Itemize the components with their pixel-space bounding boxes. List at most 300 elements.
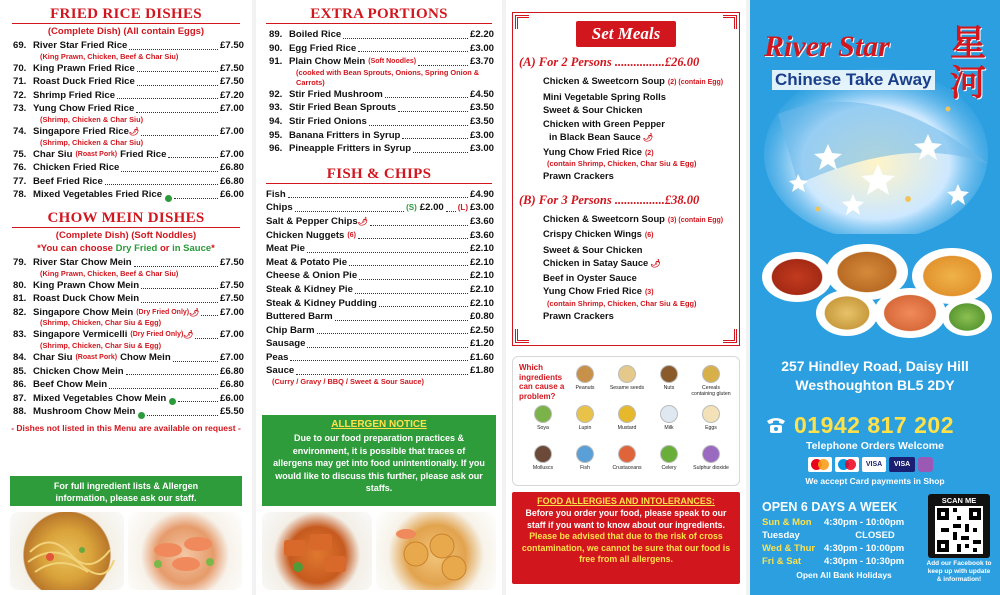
dot-leader [290,360,468,361]
item-number: 73. [13,103,27,115]
item-extra: (Dry Fried Only) [136,308,190,316]
brand-name: River Star [764,30,890,63]
item-price: £7.00 [219,306,244,318]
item-number: 87. [13,392,27,404]
set-item [513,256,739,271]
menu-item-row [256,297,502,311]
eggs-icon [702,405,720,423]
item-price: £6.00 [219,189,244,201]
set-item-name: Beef in Oyster Sauce [543,271,637,283]
hours-time: 4:30pm - 10:00pm [824,517,905,528]
scan-me-box[interactable] [928,494,990,558]
item-name: Boiled Rice [289,29,342,40]
menu-item-row [0,148,252,162]
allergen-label: Fish [580,465,590,471]
item-number: 88. [13,406,27,418]
item-description: (cooked with Bean Sprouts, Onions, Spring Onion & Carrots) [296,67,480,87]
set-item-extra: (6) [644,232,654,239]
dot-leader [141,135,218,136]
item-name: Stir Fried Onions [289,115,367,127]
dot-leader [379,306,468,307]
item-price: £2.10 [469,270,494,282]
item-price: £3.00 [469,129,494,141]
dot-leader [109,388,218,389]
set-item-description: (contain Shrimp, Chicken, Char Siu & Egg) [547,298,697,308]
fish-chips-title: FISH & CHIPS [266,166,492,184]
opening-hours [762,500,926,580]
item-number: 85. [13,365,27,377]
menu-item-row [256,229,502,243]
hours-time: 4:30pm - 10:30pm [824,556,905,567]
dot-leader [295,211,404,212]
hours-row [762,529,926,542]
item-price: £7.00 [219,329,244,341]
item-name: Chicken Chow Mein [33,365,124,377]
set-meals-box [512,12,740,346]
noodles-image [10,512,124,590]
allergen-label: Sesame seeds [609,385,645,391]
allergen-item [523,445,563,471]
menu-item-row [0,405,252,419]
set-item-extra: (2) [644,149,654,157]
allergen-label: Molluscs [532,465,554,471]
price-small: £2.00 [419,202,444,214]
item-price: £4.50 [469,88,494,100]
item-price: £1.20 [469,338,494,350]
item-price: £3.00 [469,202,494,214]
soya-icon [534,405,552,423]
item-name: Singapore Fried Rice [33,125,129,137]
set-item [513,169,739,183]
menu-item-row [0,292,252,306]
item-price: £7.00 [219,103,244,115]
set-item [513,74,739,90]
menu-item-row [0,279,252,293]
hours-list [762,516,926,568]
address-line1: 257 Hindley Road, Daisy Hill [781,358,969,374]
item-price: £7.00 [219,351,244,363]
menu-item-row [256,115,502,129]
allergen-item [607,445,647,471]
item-description: (Shrimp, Chicken & Char Siu) [40,114,144,124]
item-number: 93. [269,102,283,114]
menu-item-row [256,324,502,338]
food-allergies-box [512,492,740,584]
hours-day: Wed & Thur [762,543,816,554]
allergen-chart [512,356,740,486]
menu-item-row [0,378,252,392]
crispy-balls-image [376,512,496,590]
allergen-item [649,405,689,431]
allergen-item [607,405,647,431]
chili-icon: 🌶 [648,259,661,268]
hours-day: Sun & Mon [762,517,812,528]
milk-icon [660,405,678,423]
hours-row [762,555,926,568]
prawns-photo [128,512,242,590]
set-item-name: Sweet & Sour Chicken [543,243,643,255]
set-two-heading: (A) For 2 Persons ................£26.00 [519,55,700,69]
menu-item-row [256,364,502,378]
not-listed-note: - Dishes not listed in this Menu are available on request - [11,422,241,433]
crispy-balls-photo [376,512,496,590]
scan-me-label: SCAN ME [941,496,977,505]
menu-item-row [256,55,502,69]
allergen-item [565,405,605,431]
vegetarian-icon [165,195,172,202]
dish-prawn [874,288,946,338]
item-price: £3.00 [469,42,494,54]
allergen-item [565,445,605,471]
dot-leader [137,85,218,86]
item-number: 78. [13,189,27,201]
hours-row [762,516,926,529]
set-item-extra: (3) [644,289,654,296]
hours-day: Tuesday [762,530,800,541]
dot-leader [126,374,218,375]
sesame-seeds-icon [618,365,636,383]
visa-debit-icon: VISA [862,457,886,472]
item-number: 74. [13,125,27,137]
allergen-label: Peanuts [575,385,595,391]
ingredient-info-box: For full ingredient lists & Allergen information, please ask our staff. [10,476,242,506]
size-large: (L) [457,203,468,213]
item-description: (King Prawn, Chicken, Beef & Char Siu) [40,268,179,278]
crustaceans-icon [618,445,636,463]
item-price: £7.50 [219,293,244,305]
dish-veg [942,298,992,336]
allergen-label: Mustard [617,425,637,431]
corner-ornament-tl [515,15,529,29]
item-number: 92. [269,88,283,100]
dot-leader [141,302,218,303]
item-price: £1.60 [469,351,494,363]
item-price: £3.50 [469,115,494,127]
item-name: Singapore Chow Mein [33,306,134,318]
menu-item-row [256,201,502,215]
item-extra: (6) [347,231,356,239]
item-name: Plain Chow Mein [289,56,366,68]
dot-leader [402,138,468,139]
dot-leader [173,361,218,362]
dot-leader [134,266,218,267]
item-number: 75. [13,148,27,160]
panel-set-meals [506,0,746,595]
menu-item-row [0,306,252,320]
allergen-item [691,445,731,471]
corner-ornament-tr [723,15,737,29]
dot-leader [307,347,468,348]
item-number: 81. [13,293,27,305]
menu-item-row [0,328,252,342]
menu-item-row [0,161,252,175]
chili-icon: 🌶 [640,133,654,142]
hours-row [762,542,926,555]
phone-row [764,410,954,440]
set-item-extra: (3) (contain Egg) [667,216,724,224]
set-item-name: Chicken & Sweetcorn Soup [543,212,665,224]
lupin-icon [576,405,594,423]
set-item-name: Crispy Chicken Wings [543,228,642,239]
menu-item-row [0,62,252,76]
allergen-notice-text: Due to our food preparation practices & environment, it is possible that traces of allergens may get into food unintentionally. If you would like to discuss this further, please ask our staffs. [273,433,485,493]
set-item-name: in Black Bean Sauce [549,131,641,142]
dot-leader [121,171,218,172]
dot-leader [296,374,468,375]
menu-item-row [256,42,502,56]
menu-item-row [256,129,502,143]
item-name: Mixed Vegetables Chow Mein [33,392,167,404]
set-three-list [513,212,739,323]
item-name: King Prawn Fried Rice [33,62,135,74]
item-name: Shrimp Fried Rice [33,89,116,101]
fish-chips-list [256,188,502,378]
address-line2: Westhoughton BL5 2DY [795,377,955,393]
menu-item-row [0,392,252,406]
item-description: (Shrimp, Chicken, Char Siu & Egg) [40,318,162,328]
item-name: Meat & Potato Pie [266,256,348,268]
item-price: £7.50 [219,40,244,51]
item-name: Sausage [266,338,306,350]
item-name: River Star Fried Rice [33,40,128,51]
item-name: Steak & Kidney Pie [266,283,353,295]
item-price: £0.80 [469,311,494,323]
item-price: £7.00 [219,148,244,160]
item-extra: (Soft Noodles) [368,58,417,66]
nuts-icon [660,365,678,383]
dot-leader [398,111,468,112]
allergen-item [649,445,689,471]
card-note: We accept Card payments in Shop [805,476,945,486]
item-name: Stir Fried Bean Sprouts [289,102,397,114]
allergen-item [523,405,563,431]
item-name: Pineapple Fritters in Syrup [289,143,412,155]
dot-leader [168,157,218,158]
allergen-item [691,365,731,397]
set-item-name: Yung Chow Fried Rice [543,285,642,296]
set-item-name: Prawn Crackers [543,170,614,181]
menu-item-row [0,102,252,116]
item-name: Peas [266,351,289,363]
sulphur-dioxide-icon [702,445,720,463]
set-item [513,284,739,300]
item-name: Stir Fried Mushroom [289,88,383,100]
dot-leader [117,98,218,99]
item-price: £3.50 [469,102,494,114]
item-price: £4.90 [469,188,494,200]
item-number: 77. [13,175,27,187]
item-name: Chips [266,202,293,214]
item-price: £2.10 [469,243,494,255]
item-number: 79. [13,256,27,268]
item-name: Roast Duck Chow Mein [33,293,140,305]
dot-leader [385,97,468,98]
chow-mein-choice: *You can choose Dry Fried or in Sauce* [37,242,215,254]
item-price: £2.10 [469,283,494,295]
item-price: £7.20 [219,89,244,101]
menu-item-row [0,256,252,270]
phone-number[interactable]: 01942 817 202 [794,411,954,438]
item-price: £7.00 [219,125,244,137]
item-name: Chip Barm [266,324,315,336]
dishes-collage [762,244,992,344]
item-number: 71. [13,76,27,88]
item-name: Char Siu [33,148,73,160]
item-number: 90. [269,42,283,54]
dot-leader [413,152,468,153]
set-item [513,117,739,131]
menu-item-row [256,188,502,202]
set-item-name: Chicken in Satay Sauce [543,257,649,268]
menu-item-row [0,75,252,89]
item-price: £6.80 [219,365,244,377]
item-name: Beef Fried Rice [33,175,103,187]
menu-item-row [0,175,252,189]
menu-item-row [256,256,502,270]
dot-leader [418,65,468,66]
allergen-item [607,365,647,391]
allergen-label: Celery [661,465,677,471]
dot-leader [317,333,468,334]
noodles-photo [10,512,124,590]
dot-leader [349,265,468,266]
chow-mein-title: CHOW MEIN DISHES [12,210,240,228]
peanuts-icon [576,365,594,383]
dot-leader [446,211,456,212]
fried-rice-list [0,39,252,202]
item-price: £6.00 [219,392,244,404]
item-price: £3.00 [469,143,494,155]
dish-duck [762,252,832,302]
chow-mein-list [0,256,252,419]
dot-leader [174,198,218,199]
allergen-item [649,365,689,391]
item-price: £3.60 [469,215,494,227]
allergen-label: Crustaceans [612,465,642,471]
set-item-extra: (2) (contain Egg) [667,79,724,86]
allergen-notice-box [262,415,496,506]
qr-code-icon[interactable] [935,506,983,554]
dot-leader [141,288,218,289]
item-description: (Shrimp, Chicken & Char Siu) [40,137,144,147]
item-price: £2.20 [469,29,494,40]
menu-item-row [0,89,252,103]
chili-icon: 🌶 [189,307,200,317]
allergen-label: Cereals containing gluten [691,385,731,397]
dot-leader [201,315,218,316]
dot-leader [137,71,218,72]
dot-leader [343,38,468,39]
dot-leader [358,51,468,52]
menu-item-row [256,242,502,256]
menu-item-row [256,283,502,297]
set-item [513,130,739,145]
contactless-icon [918,457,933,472]
fried-dish-image [262,512,372,590]
dish-rice [816,290,878,336]
item-name: Chicken Fried Rice [33,162,120,174]
item-price: £6.80 [219,162,244,174]
item-number: 69. [13,40,27,51]
panel-extras-fish [256,0,502,595]
set-two-list [513,74,739,183]
item-name: Sauce [266,365,295,377]
dot-leader [307,252,468,253]
dot-leader [178,401,218,402]
extra-portions-title: EXTRA PORTIONS [266,6,492,24]
menu-item-row [256,310,502,324]
corner-ornament-bl [515,329,529,343]
item-price: £1.80 [469,365,494,377]
card-logos [808,457,933,472]
set-item [513,243,739,257]
item-number: 70. [13,62,27,74]
item-extra: (Roast Pork) [75,150,118,158]
chow-mein-subtitle: (Complete Dish) (Soft Noddles) [55,229,197,241]
allergen-label: Lupin [578,425,592,431]
dot-leader [359,279,468,280]
food-allergies-text1: Before you order your food, please speak to our staff if you want to know about our ingredients. [525,508,727,530]
item-number: 82. [13,306,27,318]
visa-icon: VISA [889,457,915,472]
menu-item-row [256,351,502,365]
item-name: Singapore Vermicelli [33,329,128,341]
dot-leader [370,225,468,226]
menu-item-row [256,337,502,351]
item-price: £7.50 [219,62,244,74]
bank-holidays: Open All Bank Holidays [796,570,892,580]
set-item [513,145,739,161]
panel-rice-chowmein [0,0,252,595]
item-price: £7.50 [219,279,244,291]
dot-leader [136,112,218,113]
item-name-cont: Chow Mein [120,351,171,363]
menu-item-row [256,142,502,156]
item-name: Meat Pie [266,243,305,255]
menu-item-row [0,39,252,53]
allergen-label: Milk [664,425,674,431]
item-name: Steak & Kidney Pudding [266,297,377,309]
vegetarian-icon [169,398,176,405]
item-name: Salt & Pepper Chips [266,215,358,227]
item-number: 83. [13,329,27,341]
item-number: 94. [269,115,283,127]
item-number: 86. [13,379,27,391]
food-allergies-title: FOOD ALLERGIES AND INTOLERANCES: [537,496,715,506]
item-price: £3.60 [469,229,494,241]
menu-item-row [0,351,252,365]
panel-brand [750,0,1000,595]
item-name: King Prawn Chow Mein [33,279,140,291]
fried-rice-subtitle: (Complete Dish) (All contain Eggs) [47,26,205,37]
item-number: 76. [13,162,27,174]
item-name: Beef Chow Mein [33,379,108,391]
menu-item-row [256,28,502,42]
item-name: Char Siu [33,351,73,363]
item-name: Yung Chow Fried Rice [33,103,135,115]
item-extra: (Dry Fried Only) [130,331,184,339]
mustard-icon [618,405,636,423]
item-number: 95. [269,129,283,141]
allergen-item [691,405,731,431]
menu-item-row [256,215,502,229]
brand-chinese: 星河 [950,23,987,104]
brand-tagline: Chinese Take Away [772,70,935,90]
chili-icon: 🌶 [183,330,194,340]
item-name: Roast Duck Fried Rice [33,76,135,88]
dot-leader [355,293,468,294]
set-three-heading: (B) For 3 Persons ................£38.00 [519,192,700,207]
